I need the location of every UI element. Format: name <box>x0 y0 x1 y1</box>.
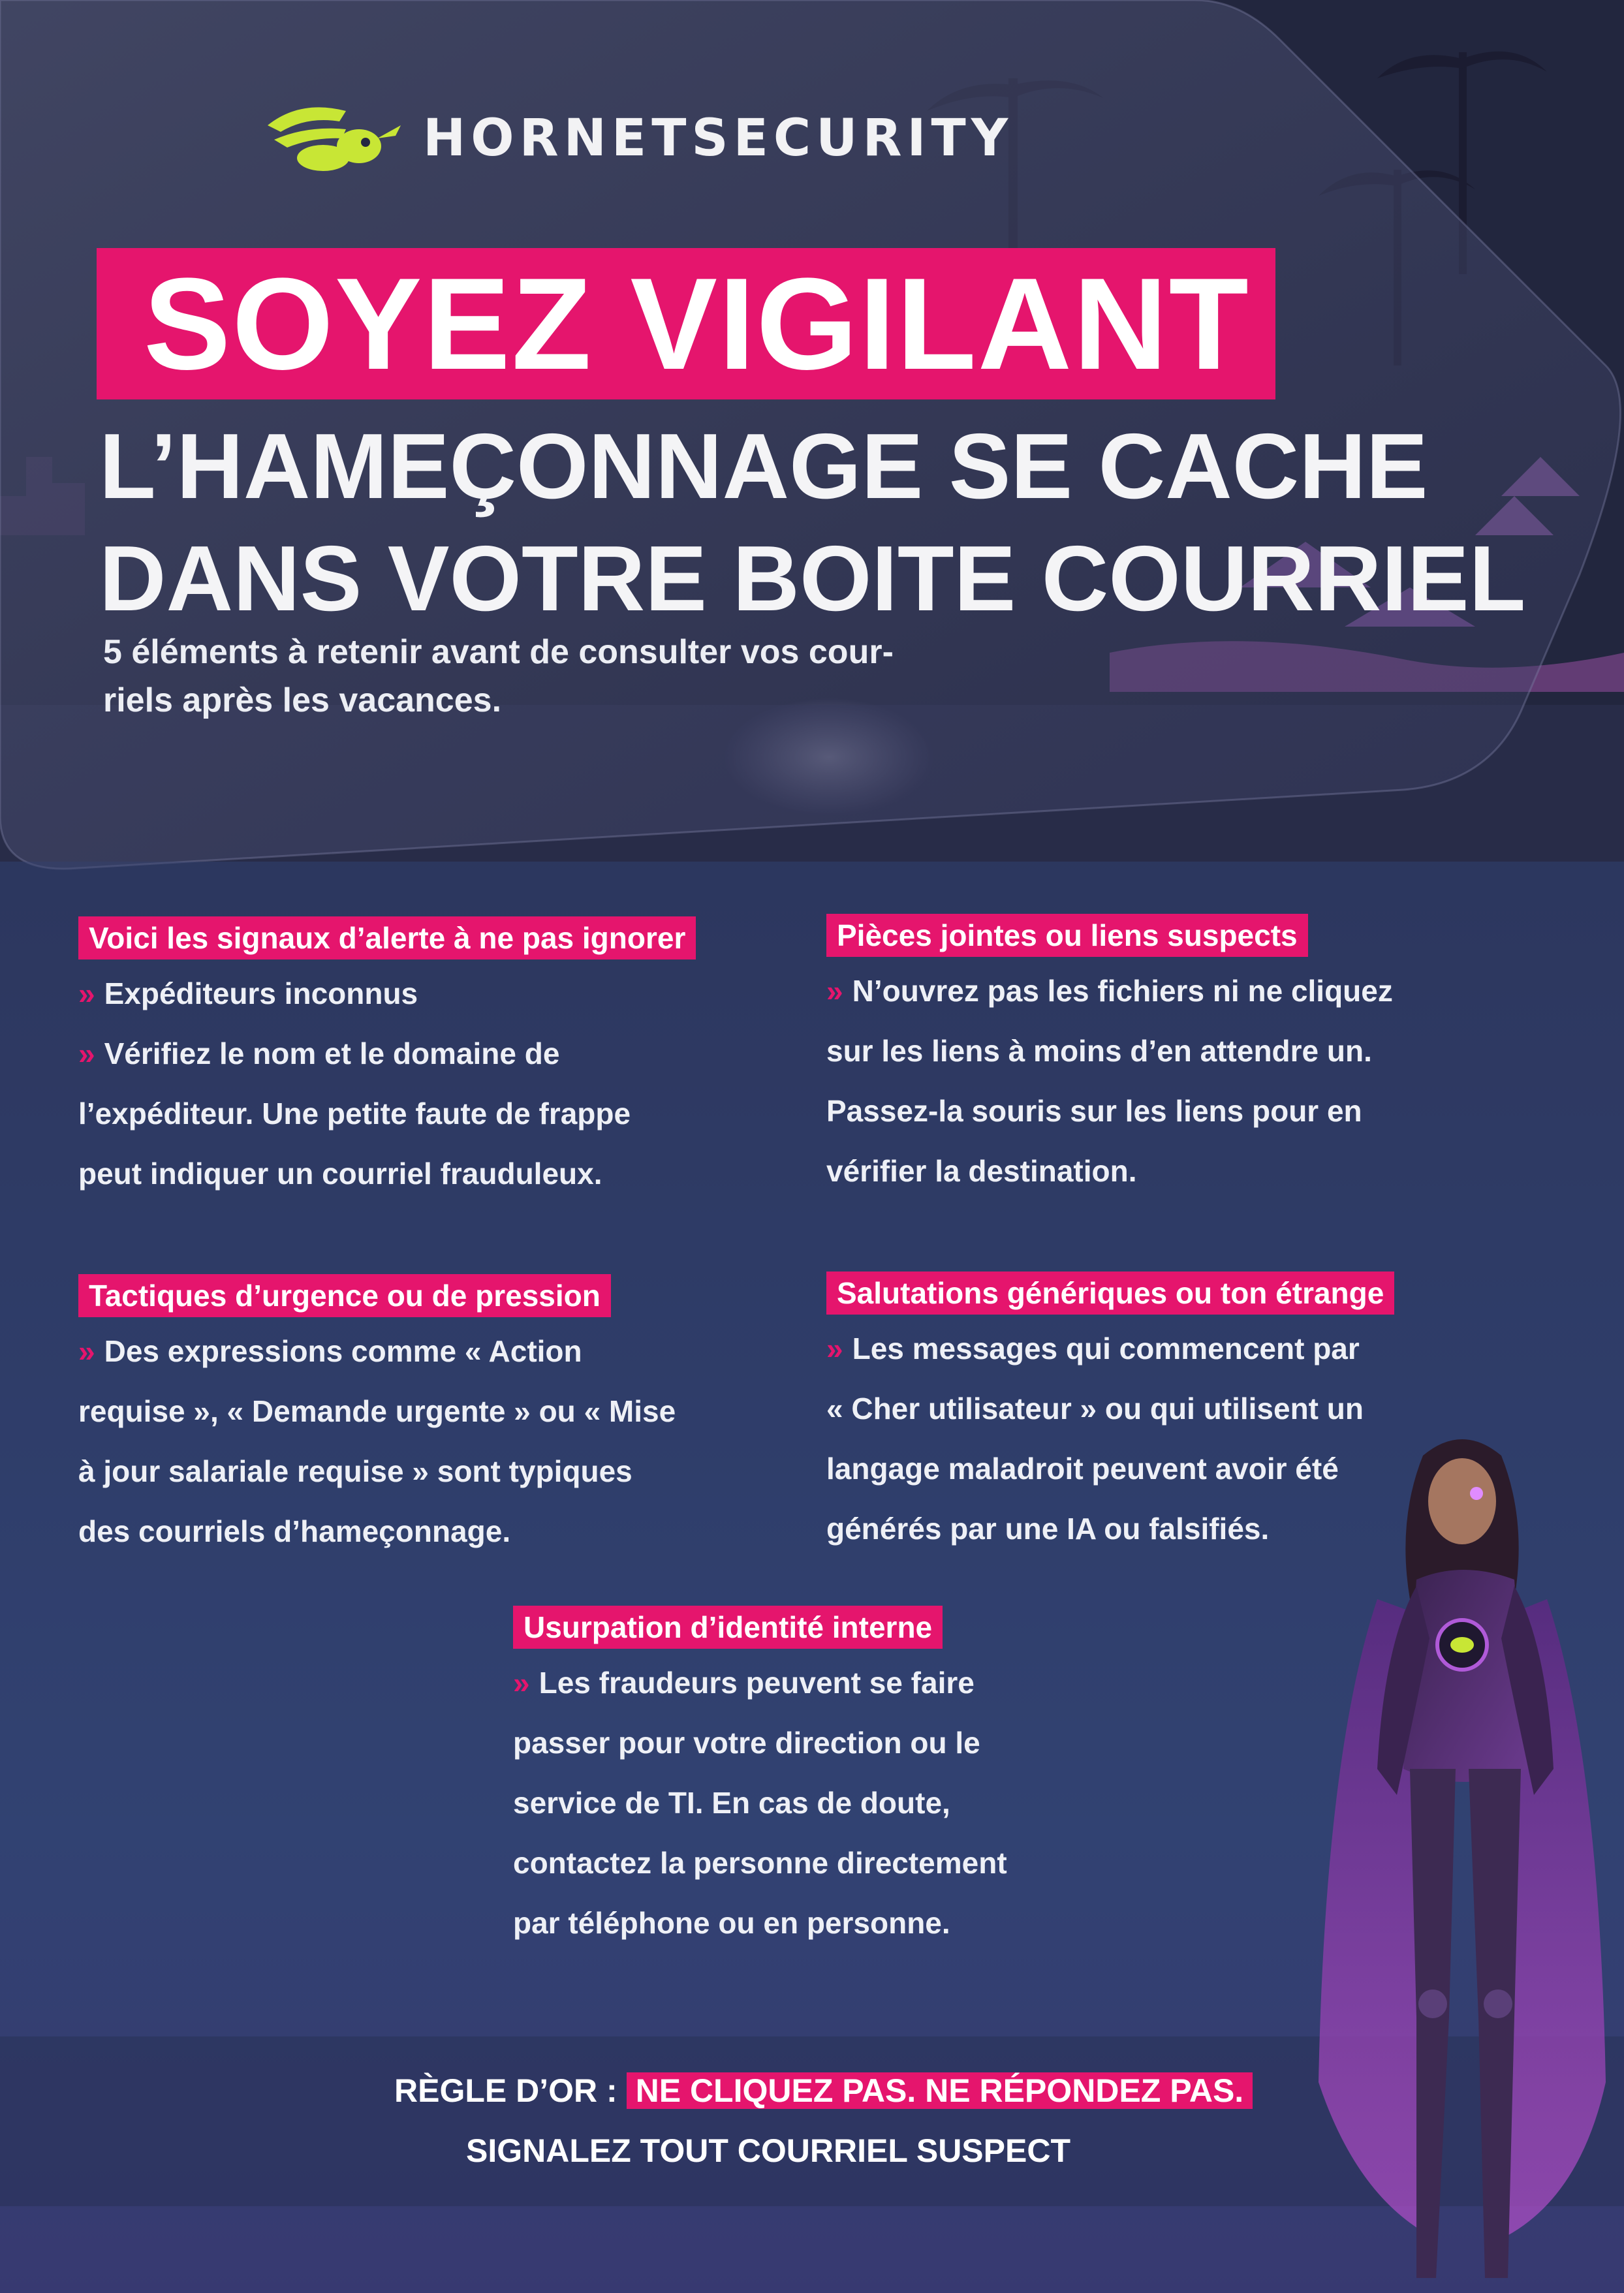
chevron-icon: » <box>78 1037 95 1070</box>
chevron-icon: » <box>78 976 95 1010</box>
section-line: contactez la personne directement <box>513 1846 1007 1880</box>
section-line: par téléphone ou en personne. <box>513 1906 950 1940</box>
section-body <box>513 1653 1166 1953</box>
golden-rule-highlight: NE CLIQUEZ PAS. NE RÉPONDEZ PAS. <box>627 2072 1253 2109</box>
section-line: » Vérifiez le nom et le domaine de <box>78 1037 560 1070</box>
section-line: « Cher utilisateur » ou qui utilisent un <box>826 1392 1364 1426</box>
section-heading: Usurpation d’identité interne <box>513 1606 943 1649</box>
section-line: Passez-la souris sur les liens pour en <box>826 1094 1362 1128</box>
hornet-icon <box>261 99 405 178</box>
section-body <box>826 961 1544 1201</box>
section-line: peut indiquer un courriel frauduleux. <box>78 1157 602 1191</box>
section-internal-impersonation <box>513 1606 1166 1953</box>
section-line: langage maladroit peuvent avoir été <box>826 1452 1339 1486</box>
golden-rule-line-1 <box>394 2068 1253 2114</box>
section-heading: Tactiques d’urgence ou de pression <box>78 1274 611 1317</box>
golden-rule-label: RÈGLE D’OR : <box>394 2072 617 2109</box>
golden-rule-line-2: SIGNALEZ TOUT COURRIEL SUSPECT <box>466 2132 1071 2169</box>
section-heading: Voici les signaux d’alerte à ne pas ignorer <box>78 916 696 959</box>
chevron-icon: » <box>826 1332 843 1365</box>
brand-logo <box>261 99 1013 178</box>
section-line: » Expéditeurs inconnus <box>78 976 418 1010</box>
section-line: sur les liens à moins d’en attendre un. <box>826 1034 1372 1068</box>
page-title: SOYEZ VIGILANT <box>144 251 1250 397</box>
section-line: passer pour votre direction ou le <box>513 1726 980 1760</box>
section-line: » Des expressions comme « Action <box>78 1334 582 1368</box>
section-line: » Les messages qui commencent par <box>826 1332 1360 1365</box>
section-line: » N’ouvrez pas les fichiers ni ne cliquez <box>826 974 1393 1008</box>
section-body <box>78 1321 783 1561</box>
section-body <box>78 963 757 1204</box>
cyber-heroine-illustration <box>1319 1429 1606 2291</box>
section-line: requise », « Demande urgente » ou « Mise <box>78 1394 676 1428</box>
section-line: service de TI. En cas de doute, <box>513 1786 950 1820</box>
section-line: » Les fraudeurs peuvent se faire <box>513 1666 975 1700</box>
section-urgency-tactics <box>78 1274 783 1561</box>
section-line: à jour salariale requise » sont typiques <box>78 1454 632 1488</box>
section-heading: Pièces jointes ou liens suspects <box>826 914 1308 957</box>
section-alert-signals <box>78 916 757 1204</box>
chevron-icon: » <box>826 974 843 1008</box>
intro-text <box>103 628 894 725</box>
section-heading: Salutations génériques ou ton étrange <box>826 1271 1394 1315</box>
brand-name: HORNETSECURITY <box>423 109 1014 168</box>
section-line: vérifier la destination. <box>826 1154 1137 1188</box>
section-line: des courriels d’hameçonnage. <box>78 1514 511 1548</box>
chevron-icon: » <box>78 1334 95 1368</box>
intro-line-2: riels après les vacances. <box>103 681 502 719</box>
headline-line-1: L’HAMEÇONNAGE SE CACHE <box>99 414 1428 518</box>
section-line: l’expéditeur. Une petite faute de frappe <box>78 1097 631 1131</box>
section-attachments-links <box>826 914 1544 1201</box>
section-line: générés par une IA ou falsifiés. <box>826 1512 1270 1546</box>
headline-line-2: DANS VOTRE BOITE COURRIEL <box>99 527 1526 631</box>
chevron-icon: » <box>513 1666 530 1700</box>
intro-line-1: 5 éléments à retenir avant de consulter vos cour- <box>103 633 894 671</box>
